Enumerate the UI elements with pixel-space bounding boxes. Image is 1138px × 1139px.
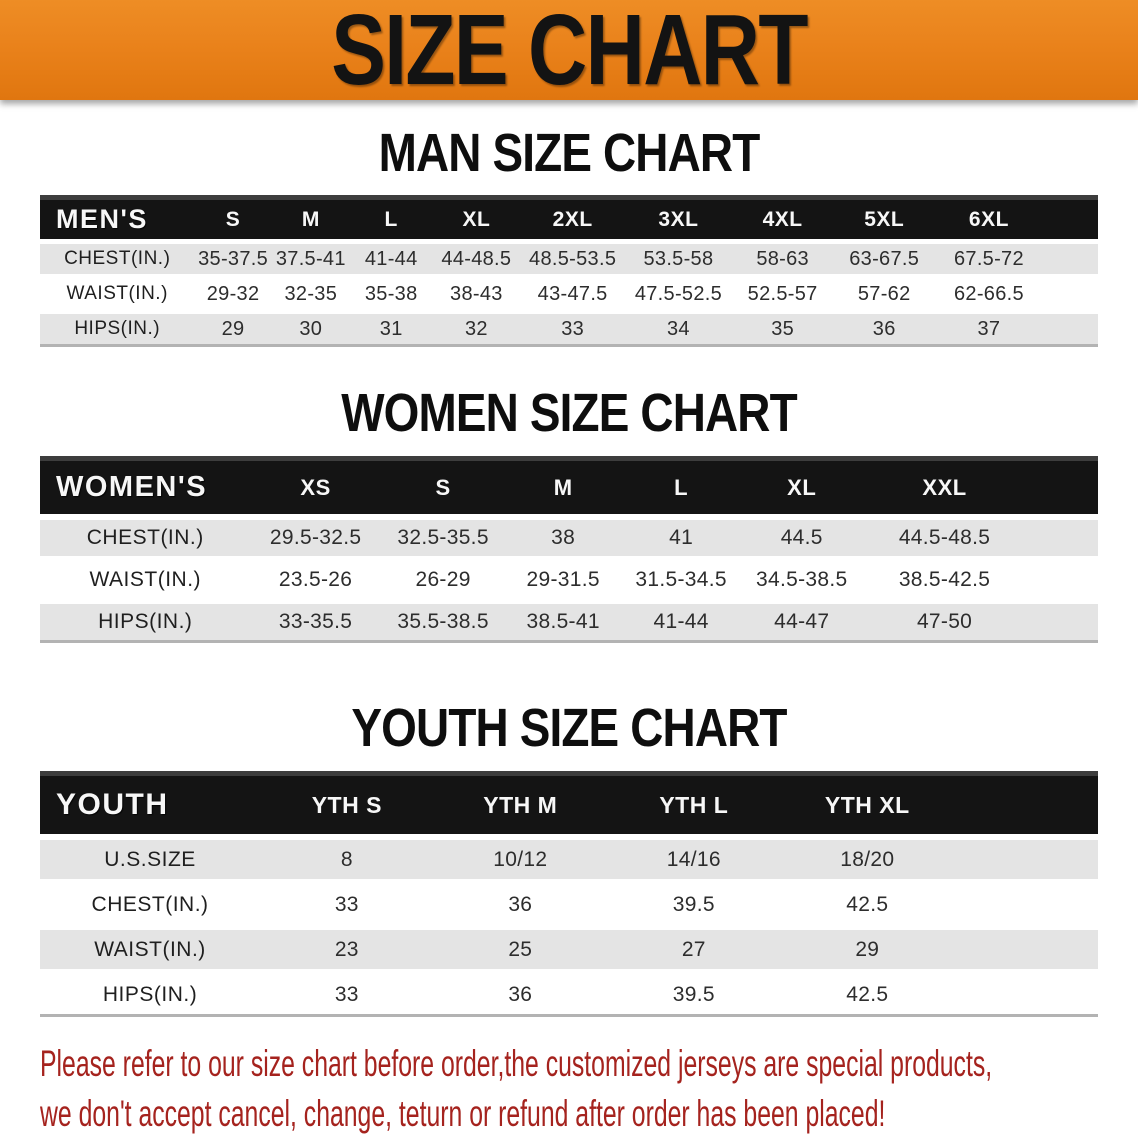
size-column-header: L xyxy=(350,195,433,239)
women-waist-row xyxy=(40,562,1098,598)
size-value-cell: 44.5-48.5 xyxy=(862,520,1027,556)
women-corner-label: WOMEN'S xyxy=(40,456,251,514)
youth-chest-row xyxy=(40,885,1098,924)
youth-hips-row xyxy=(40,975,1098,1017)
size-value-cell: 47.5-52.5 xyxy=(625,279,732,309)
size-value-cell: 25 xyxy=(434,930,608,969)
size-column-header: M xyxy=(506,456,621,514)
size-column-header: S xyxy=(194,195,271,239)
size-value-cell: 33 xyxy=(260,885,434,924)
policy-note-line-1: Please refer to our size chart before order,the customized jerseys are special products, xyxy=(40,1043,993,1084)
size-value-cell: 47-50 xyxy=(862,604,1027,643)
size-value-cell: 34.5-38.5 xyxy=(741,562,862,598)
spacer-cell xyxy=(954,840,1098,879)
youth-corner-label: YOUTH xyxy=(40,771,260,834)
size-value-cell: 44-47 xyxy=(741,604,862,643)
size-value-cell: 30 xyxy=(272,314,350,347)
size-value-cell: 57-62 xyxy=(833,279,935,309)
size-value-cell: 23 xyxy=(260,930,434,969)
spacer-cell xyxy=(1027,604,1098,643)
size-value-cell: 10/12 xyxy=(434,840,608,879)
size-value-cell: 63-67.5 xyxy=(833,244,935,274)
women-section-title xyxy=(0,383,1138,443)
size-value-cell: 35.5-38.5 xyxy=(381,604,506,643)
size-column-header: XL xyxy=(432,195,520,239)
youth-waist-row xyxy=(40,930,1098,969)
size-value-cell: 52.5-57 xyxy=(732,279,834,309)
youth-section-title-text: YOUTH SIZE CHART xyxy=(351,698,787,758)
row-label-chest: CHEST(IN.) xyxy=(40,244,194,274)
size-value-cell: 35-38 xyxy=(350,279,433,309)
page-title xyxy=(0,0,1138,106)
size-value-cell: 58-63 xyxy=(732,244,834,274)
row-label-us-size: U.S.SIZE xyxy=(40,840,260,879)
spacer-cell xyxy=(1027,562,1098,598)
size-value-cell: 39.5 xyxy=(607,885,781,924)
size-value-cell: 37 xyxy=(935,314,1043,347)
size-column-header: YTH L xyxy=(607,771,781,834)
size-value-cell: 44.5 xyxy=(741,520,862,556)
size-value-cell: 33 xyxy=(520,314,625,347)
header-spacer-cell xyxy=(1043,195,1098,239)
size-column-header: S xyxy=(381,456,506,514)
spacer-cell xyxy=(954,930,1098,969)
order-policy-note xyxy=(0,1039,1138,1139)
men-hips-row xyxy=(40,314,1098,347)
size-value-cell: 41-44 xyxy=(621,604,742,643)
size-value-cell: 37.5-41 xyxy=(272,244,350,274)
size-chart-banner xyxy=(0,0,1138,106)
spacer-cell xyxy=(1043,244,1098,274)
women-header-row xyxy=(40,456,1098,514)
size-value-cell: 18/20 xyxy=(781,840,955,879)
header-spacer-cell xyxy=(1027,456,1098,514)
spacer-cell xyxy=(1043,279,1098,309)
row-label-chest: CHEST(IN.) xyxy=(40,885,260,924)
size-value-cell: 36 xyxy=(434,975,608,1017)
size-column-header: 2XL xyxy=(520,195,625,239)
size-value-cell: 41 xyxy=(621,520,742,556)
men-header-row xyxy=(40,195,1098,239)
spacer-cell xyxy=(1043,314,1098,347)
size-value-cell: 23.5-26 xyxy=(251,562,381,598)
size-value-cell: 32-35 xyxy=(272,279,350,309)
size-value-cell: 35 xyxy=(732,314,834,347)
size-value-cell: 36 xyxy=(434,885,608,924)
row-label-waist: WAIST(IN.) xyxy=(40,562,251,598)
size-value-cell: 8 xyxy=(260,840,434,879)
size-value-cell: 62-66.5 xyxy=(935,279,1043,309)
size-value-cell: 29 xyxy=(194,314,271,347)
size-value-cell: 34 xyxy=(625,314,732,347)
spacer-cell xyxy=(1027,520,1098,556)
size-value-cell: 29 xyxy=(781,930,955,969)
header-spacer-cell xyxy=(954,771,1098,834)
size-value-cell: 44-48.5 xyxy=(432,244,520,274)
size-value-cell: 53.5-58 xyxy=(625,244,732,274)
row-label-waist: WAIST(IN.) xyxy=(40,930,260,969)
men-size-table xyxy=(40,190,1098,352)
policy-note-line-2: we don't accept cancel, change, teturn or refund after order has been placed! xyxy=(40,1093,886,1134)
size-value-cell: 38-43 xyxy=(432,279,520,309)
size-value-cell: 32.5-35.5 xyxy=(381,520,506,556)
size-value-cell: 43-47.5 xyxy=(520,279,625,309)
size-column-header: 4XL xyxy=(732,195,834,239)
youth-header-row xyxy=(40,771,1098,834)
size-column-header: M xyxy=(272,195,350,239)
size-value-cell: 48.5-53.5 xyxy=(520,244,625,274)
size-value-cell: 31.5-34.5 xyxy=(621,562,742,598)
size-column-header: YTH S xyxy=(260,771,434,834)
row-label-hips: HIPS(IN.) xyxy=(40,604,251,643)
size-value-cell: 41-44 xyxy=(350,244,433,274)
size-value-cell: 38.5-41 xyxy=(506,604,621,643)
size-column-header: XXL xyxy=(862,456,1027,514)
row-label-waist: WAIST(IN.) xyxy=(40,279,194,309)
size-column-header: XS xyxy=(251,456,381,514)
size-value-cell: 29.5-32.5 xyxy=(251,520,381,556)
women-hips-row xyxy=(40,604,1098,643)
size-value-cell: 35-37.5 xyxy=(194,244,271,274)
size-value-cell: 38 xyxy=(506,520,621,556)
size-value-cell: 26-29 xyxy=(381,562,506,598)
youth-section-title xyxy=(0,698,1138,758)
men-section-title xyxy=(0,123,1138,183)
spacer-cell xyxy=(954,975,1098,1017)
size-value-cell: 33-35.5 xyxy=(251,604,381,643)
size-column-header: L xyxy=(621,456,742,514)
size-value-cell: 29-31.5 xyxy=(506,562,621,598)
size-value-cell: 42.5 xyxy=(781,885,955,924)
size-value-cell: 32 xyxy=(432,314,520,347)
spacer-cell xyxy=(954,885,1098,924)
size-value-cell: 36 xyxy=(833,314,935,347)
size-value-cell: 33 xyxy=(260,975,434,1017)
women-chest-row xyxy=(40,520,1098,556)
row-label-hips: HIPS(IN.) xyxy=(40,314,194,347)
size-value-cell: 42.5 xyxy=(781,975,955,1017)
row-label-hips: HIPS(IN.) xyxy=(40,975,260,1017)
youth-ussize-row xyxy=(40,840,1098,879)
size-value-cell: 14/16 xyxy=(607,840,781,879)
size-value-cell: 31 xyxy=(350,314,433,347)
size-value-cell: 38.5-42.5 xyxy=(862,562,1027,598)
size-column-header: 5XL xyxy=(833,195,935,239)
size-column-header: YTH XL xyxy=(781,771,955,834)
size-column-header: YTH M xyxy=(434,771,608,834)
youth-size-table xyxy=(40,765,1098,1023)
men-waist-row xyxy=(40,279,1098,309)
women-section-title-text: WOMEN SIZE CHART xyxy=(341,383,797,443)
women-size-table xyxy=(40,450,1098,649)
men-corner-label: MEN'S xyxy=(40,195,194,239)
men-section-title-text: MAN SIZE CHART xyxy=(378,123,760,183)
men-chest-row xyxy=(40,244,1098,274)
size-column-header: 3XL xyxy=(625,195,732,239)
size-column-header: 6XL xyxy=(935,195,1043,239)
row-label-chest: CHEST(IN.) xyxy=(40,520,251,556)
size-value-cell: 67.5-72 xyxy=(935,244,1043,274)
size-value-cell: 39.5 xyxy=(607,975,781,1017)
size-value-cell: 29-32 xyxy=(194,279,271,309)
size-value-cell: 27 xyxy=(607,930,781,969)
page-title-text: SIZE CHART xyxy=(331,0,807,106)
size-column-header: XL xyxy=(741,456,862,514)
